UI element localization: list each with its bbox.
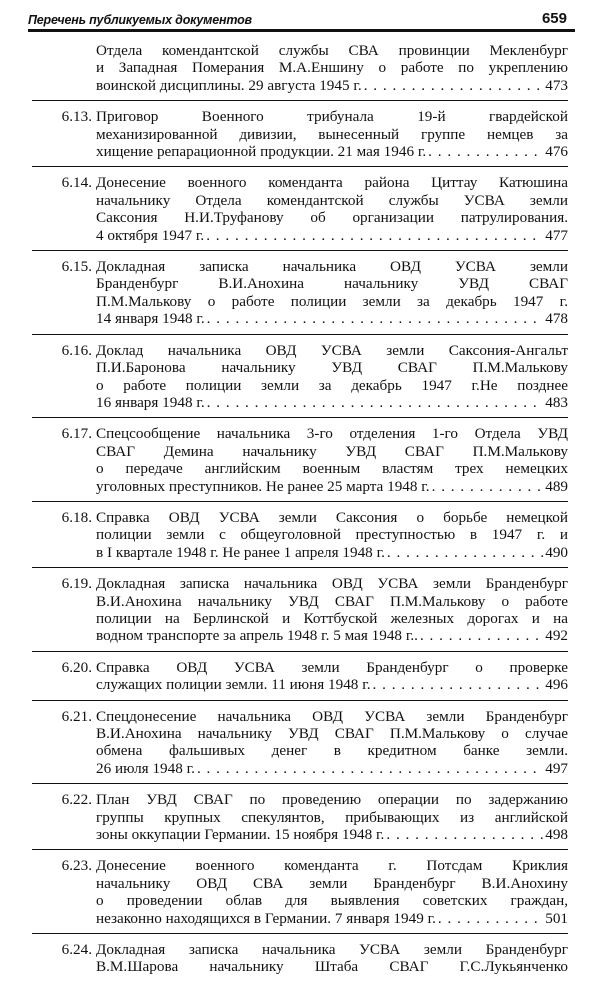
entry-line: Саксония Н.И.Труфанову об организации патрулирования. (96, 209, 568, 227)
entry-line: группы крупных спекулянтов, прибывающих из английской (96, 808, 568, 826)
entry-last-line (96, 310, 568, 327)
dot-leader (432, 478, 544, 495)
entry-last-line (96, 394, 568, 411)
dot-leader (207, 394, 544, 411)
entry-text (96, 857, 568, 927)
dot-leader (387, 544, 543, 561)
entry-text (96, 258, 568, 328)
document-entry (32, 502, 568, 568)
page-number: 659 (541, 10, 567, 27)
entry-text (96, 342, 568, 412)
entry-line: СВАГ Демина начальнику УВД СВАГ П.М.Малькову (96, 442, 568, 460)
document-entry (32, 652, 568, 701)
entry-number: 6.24. (61, 941, 92, 959)
entry-line: Спецдонесение начальника ОВД УСВА земли Бранденбург (96, 707, 568, 725)
entry-number: 6.16. (61, 341, 92, 359)
entry-number: 6.21. (61, 707, 92, 725)
entry-text (96, 575, 568, 645)
entry-line: П.И.Баронова начальнику УВД СВАГ П.М.Малькову (96, 359, 568, 377)
entry-page-number: 492 (545, 627, 568, 645)
entry-line: Докладная записка начальника УСВА земли Бранденбург (96, 941, 568, 959)
entry-page-number: 498 (545, 826, 568, 844)
entry-line: В.И.Анохина начальнику УВД СВАГ П.М.Малькову о работе (96, 592, 568, 610)
dot-leader (386, 826, 543, 843)
entry-line: Докладная записка начальника ОВД УСВА земли Бранденбург (96, 575, 568, 593)
entry-last-line-text: 16 января 1948 г. (96, 393, 205, 411)
document-entry (32, 335, 568, 419)
entry-last-line (96, 760, 568, 777)
dot-leader (197, 760, 543, 777)
entry-text (96, 791, 568, 843)
entry-page-number: 477 (545, 226, 568, 244)
dot-leader (207, 310, 544, 327)
entry-last-line (96, 143, 568, 160)
entry-last-line-text: 14 января 1948 г. (96, 310, 205, 328)
entry-last-line (96, 227, 568, 244)
document-entry (32, 850, 568, 934)
entry-last-line (96, 77, 568, 94)
entry-line: механизированной дивизии, вынесенный группе немцев за (96, 125, 568, 143)
entry-last-line-text: водном транспорте за апрель 1948 г. 5 мая 1948 г.. (96, 627, 418, 645)
entry-text (96, 425, 568, 495)
entry-text (96, 659, 568, 694)
entry-page-number: 483 (545, 393, 568, 411)
entry-last-line (96, 826, 568, 843)
entry-last-line (96, 676, 568, 693)
entry-last-line-text: воинской дисциплины. 29 августа 1945 г. (96, 76, 362, 94)
document-entry (32, 40, 568, 101)
header-rule (28, 29, 575, 32)
entry-page-number: 496 (545, 676, 568, 694)
entry-line: о передаче английским военным властям трех немецких (96, 460, 568, 478)
entry-number: 6.18. (61, 508, 92, 526)
document-entry (32, 934, 568, 982)
entry-last-line-text: 26 июля 1948 г. (96, 759, 195, 777)
entry-last-line (96, 478, 568, 495)
document-entry (32, 251, 568, 335)
entry-number: 6.22. (61, 791, 92, 809)
entry-line: В.М.Шарова начальнику Штаба СВАГ Г.С.Лукьянченко (96, 958, 568, 976)
entry-number: 6.14. (61, 174, 92, 192)
entry-line: начальнику ОВД СВА земли Бранденбург В.И.Анохину (96, 874, 568, 892)
entry-line: П.М.Малькову о работе полиции земли за декабрь 1947 г. (96, 292, 568, 310)
entry-number: 6.17. (61, 425, 92, 443)
document-entry (32, 418, 568, 502)
document-entry (32, 784, 568, 850)
entry-last-line-text: служащих полиции земли. 11 июня 1948 г. (96, 676, 371, 694)
entry-page-number: 497 (545, 759, 568, 777)
document-entry (32, 167, 568, 251)
entry-last-line-text: в I квартале 1948 г. Не ранее 1 апреля 1948 г. (96, 543, 385, 561)
entry-line: и Западная Померания М.А.Еншину о работе по укреплению (96, 59, 568, 77)
entry-text (96, 509, 568, 561)
entry-line: Справка ОВД УСВА земли Бранденбург о проверке (96, 658, 568, 676)
entry-line: о работе полиции земли за декабрь 1947 г.Не позднее (96, 376, 568, 394)
dot-leader (438, 910, 543, 927)
entry-line: Донесение военного коменданта района Циттау Катюшина (96, 174, 568, 192)
dot-leader (364, 77, 544, 94)
entry-last-line-text: зоны оккупации Германии. 15 ноября 1948 г. (96, 826, 385, 844)
entry-text (96, 108, 568, 160)
document-entry (32, 568, 568, 652)
entry-text (96, 174, 568, 244)
entry-line: полиции на Берлинской и Коттбуской железных дорогах и на (96, 609, 568, 627)
entry-page-number: 473 (545, 76, 568, 94)
dot-leader (206, 227, 543, 244)
entry-last-line-text: незаконно находящихся в Германии. 7 января 1949 г. (96, 909, 436, 927)
entry-page-number: 489 (545, 477, 568, 495)
entry-last-line-text: 4 октября 1947 г. (96, 226, 205, 244)
entry-line: полиции земли с общеуголовной преступностью в 1947 г. и (96, 526, 568, 544)
entry-page-number: 501 (545, 909, 568, 927)
entry-last-line-text: хищение репарационной продукции. 21 мая 1946 г. (96, 143, 427, 161)
entry-line: Спецсообщение начальника 3-го отделения 1-го Отдела УВД (96, 425, 568, 443)
entry-number: 6.23. (61, 857, 92, 875)
entry-last-line-text: уголовных преступников. Не ранее 25 марта 1948 г. (96, 477, 430, 495)
entry-line: Справка ОВД УСВА земли Саксония о борьбе немецкой (96, 508, 568, 526)
entry-line: обмена фальшивых денег в кредитном банке земли. (96, 742, 568, 760)
document-entry (32, 101, 568, 167)
entry-line: Докладная записка начальника ОВД УСВА земли (96, 258, 568, 276)
entry-last-line (96, 910, 568, 927)
entry-line: Приговор Военного трибунала 19-й гвардейской (96, 108, 568, 126)
entry-line: о проведении облав для выявления советских граждан, (96, 892, 568, 910)
entry-number: 6.20. (61, 658, 92, 676)
entry-text (96, 42, 568, 94)
dot-leader (428, 143, 543, 160)
entry-line: В.И.Анохина начальнику УВД СВАГ П.М.Малькову о случае (96, 725, 568, 742)
entry-line: Бранденбург В.И.Анохина начальнику УВД СВАГ (96, 275, 568, 293)
entry-page-number: 490 (545, 543, 568, 561)
entry-number: 6.15. (61, 258, 92, 276)
dot-leader (373, 676, 544, 693)
entry-line: Донесение военного коменданта г. Потсдам Криклия (96, 857, 568, 875)
entry-page-number: 478 (545, 310, 568, 328)
entry-text (96, 941, 568, 976)
entry-page-number: 476 (545, 143, 568, 161)
entry-number: 6.19. (61, 575, 92, 593)
entry-line: начальнику Отдела комендантской службы УСВА земли (96, 191, 568, 209)
dot-leader (420, 627, 543, 644)
running-header-title: Перечень публикуемых документов (28, 13, 252, 27)
entry-line: Доклад начальника ОВД УСВА земли Саксония-Ангальт (96, 341, 568, 359)
document-list (32, 40, 568, 982)
entry-line: Отдела комендантской службы СВА провинции Мекленбург (96, 42, 568, 59)
running-header (28, 8, 575, 32)
entry-text (96, 708, 568, 778)
document-entry (32, 701, 568, 785)
entry-last-line (96, 544, 568, 561)
entry-line: План УВД СВАГ по проведению операции по задержанию (96, 791, 568, 809)
entry-number: 6.13. (61, 108, 92, 126)
entry-last-line (96, 627, 568, 644)
